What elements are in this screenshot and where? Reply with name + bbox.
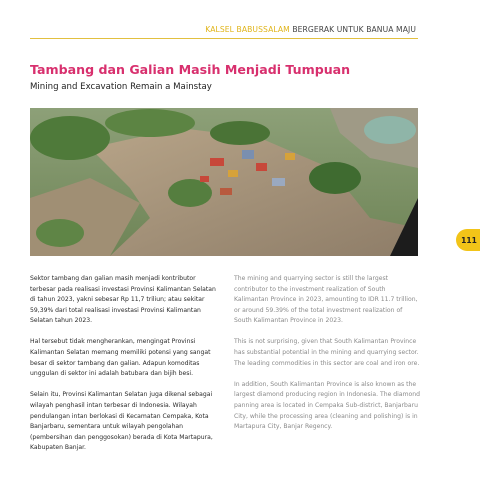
paragraph: In addition, South Kalimantan Province is also known as the largest diamond producing region in Indonesia. The diamond panning area is located in Cempaka Sub-district, Banjarbaru City, while the processing area (cleaning and polishing) is in Martapura City, Banjar Regency. [234, 380, 420, 431]
header-rest: BERGERAK UNTUK BANUA MAJU [289, 25, 416, 34]
page-number: 111 [461, 235, 477, 245]
header-rule [30, 38, 418, 39]
paragraph: Hal tersebut tidak mengherankan, mengingat Provinsi Kalimantan Selatan memang memiliki potensi yang sangat besar di sektor tambang dan galian. Adapun komoditas unggulan di sektor ini adalah batubara dan bijih besi. [30, 338, 211, 378]
header-accent: KALSEL BABUSSALAM [205, 25, 290, 34]
indonesian-text-column [30, 274, 216, 464]
mining-site-illustration [30, 108, 418, 256]
paragraph: This is not surprising, given that South Kalimantan Province has substantial potential in the mining and quarrying sector. The leading commodities in this sector are coal and iron ore. [234, 338, 420, 367]
page-number-tab [456, 229, 480, 251]
paragraph: Selain itu, Provinsi Kalimantan Selatan juga dikenal sebagai wilayah penghasil intan terbesar di Indonesia. Wilayah pendulangan intan berlokasi di Kecamatan Cempaka, Kota Banjarbaru, sementara untuk wilayah pengolahan (pembersihan dan penggosokan) berada di Kota Martapura, Kabupaten Banjar. [30, 391, 213, 452]
english-text-column [234, 274, 420, 443]
aerial-mining-photo [30, 108, 418, 256]
paragraph: The mining and quarrying sector is still the largest contributor to the investment realization of South Kalimantan Province in 2023, amounting to IDR 11.7 trillion, or around 59.39% of the total investment realization of South Kalimantan Province in 2023. [234, 275, 418, 325]
page-title: Tambang dan Galian Masih Menjadi Tumpuan [30, 62, 351, 77]
running-header [205, 25, 416, 34]
paragraph: Sektor tambang dan galian masih menjadi kontributor terbesar pada realisasi investasi Provinsi Kalimantan Selatan di tahun 2023, yakni sebesar Rp 11,7 triliun; atau sekitar 59,39% dari total realisasi investasi Provinsi Kalimantan Selatan tahun 2023. [30, 275, 216, 325]
page-subtitle: Mining and Excavation Remain a Mainstay [30, 82, 212, 92]
